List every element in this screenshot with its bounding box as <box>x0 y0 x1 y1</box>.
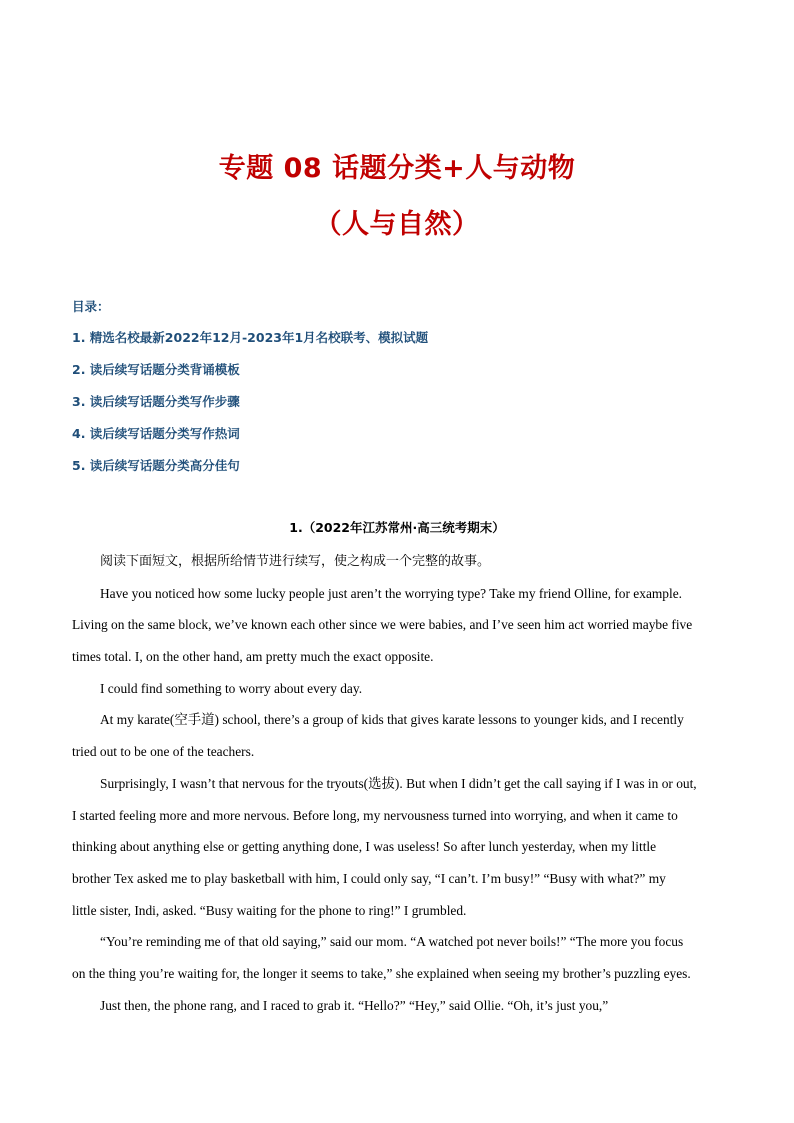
toc-item-3: 3. 读后续写话题分类写作步骤 <box>72 394 240 409</box>
toc-item-4: 4. 读后续写话题分类写作热词 <box>72 426 240 441</box>
page-subtitle: （人与自然） <box>314 209 480 240</box>
passage-line: 阅读下面短文，根据所给情节进行续写，使之构成一个完整的故事。 <box>100 554 491 569</box>
passage-line: I could find something to worry about every day. <box>100 680 363 696</box>
passage-line: on the thing you’re waiting for, the longer it seems to take,” she explained when seeing my brother’s puzzling eyes. <box>72 965 691 981</box>
passage-line: little sister, Indi, asked. “Busy waiting for the phone to ring!” I grumbled. <box>72 902 467 918</box>
question-header: 1.（2022年江苏常州·高三统考期末） <box>289 520 505 535</box>
toc-item-5: 5. 读后续写话题分类高分佳句 <box>72 458 240 473</box>
passage-line: Just then, the phone rang, and I raced to grab it. “Hello?” “Hey,” said Ollie. “Oh, it’s just you,” <box>100 997 609 1013</box>
passage-line: At my karate(空手道) school, there’s a group of kids that gives karate lessons to younger kids, and I recently <box>100 712 684 728</box>
toc-item-2: 2. 读后续写话题分类背诵模板 <box>72 362 240 377</box>
passage-line: brother Tex asked me to play basketball with him, I could only say, “I can’t. I’m busy!” “Busy with what?” my <box>72 870 666 886</box>
toc-label: 目录： <box>72 299 110 314</box>
passage-line: times total. I, on the other hand, am pretty much the exact opposite. <box>72 649 434 665</box>
passage-line: I started feeling more and more nervous. Before long, my nervousness turned into worrying, and when it came to <box>72 807 678 823</box>
table-of-contents <box>72 296 428 487</box>
toc-item-1: 1. 精选名校最新2022年12月-2023年1月名校联考、模拟试题 <box>72 330 429 345</box>
passage-line: thinking about anything else or getting anything done, I was useless! So after lunch yesterday, when my little <box>72 839 657 855</box>
passage-line: “You’re reminding me of that old saying,” said our mom. “A watched pot never boils!” “The more you focus <box>100 934 684 950</box>
passage-line: Have you noticed how some lucky people just aren’t the worrying type? Take my friend Olline, for example. <box>100 585 683 601</box>
passage-line: tried out to be one of the teachers. <box>72 744 255 760</box>
passage-line: Living on the same block, we’ve known each other since we were babies, and I’ve seen him act worried maybe five <box>72 617 693 633</box>
page-title: 专题 08 话题分类+人与动物 <box>218 153 576 184</box>
passage-line: Surprisingly, I wasn’t that nervous for the tryouts(选拔). But when I didn’t get the call saying if I was in or out, <box>100 775 697 791</box>
question-passage <box>72 546 724 1021</box>
